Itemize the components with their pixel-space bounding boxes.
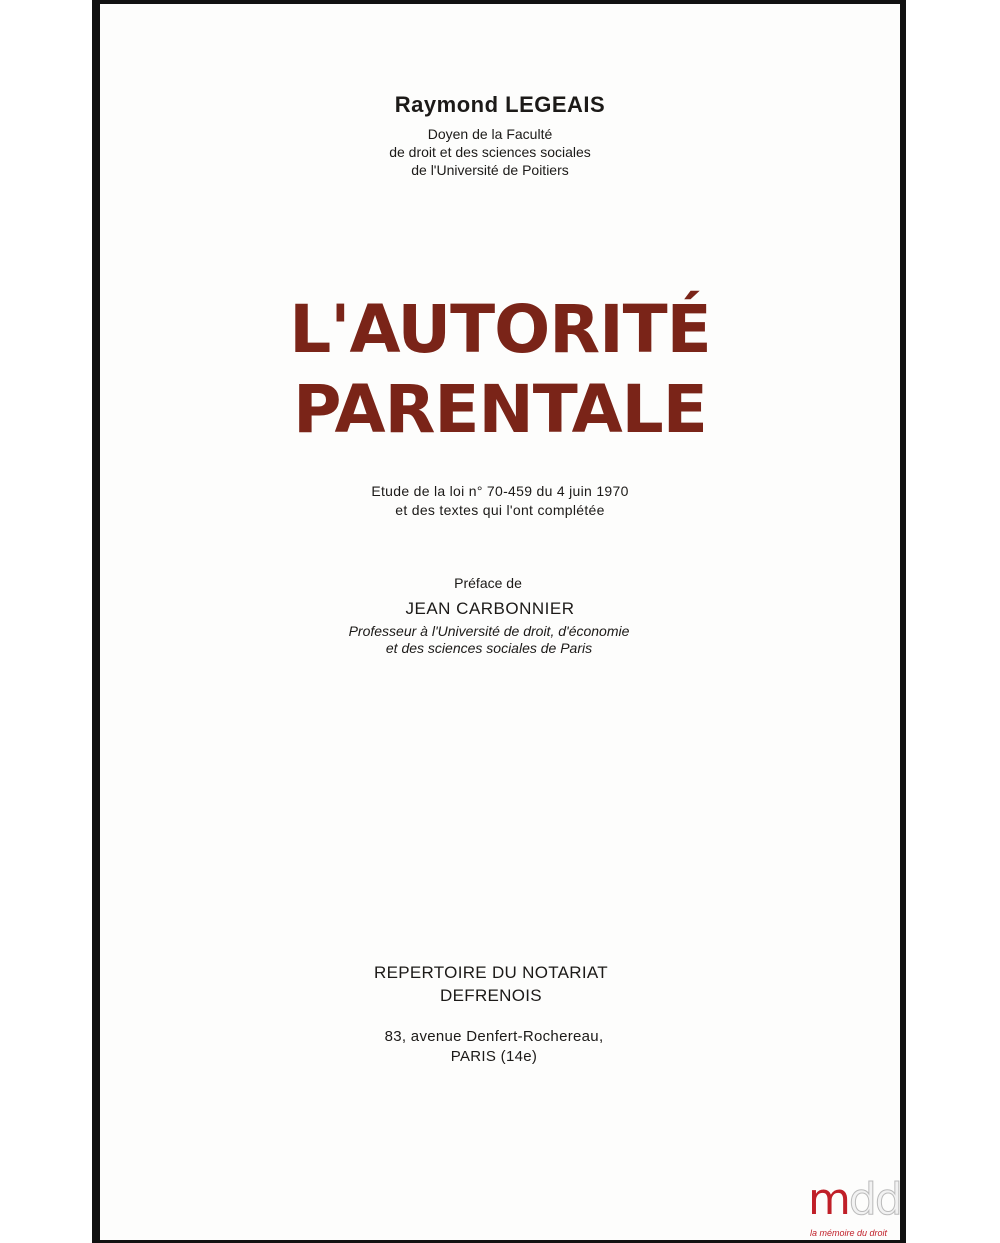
preface-affiliation-line: Professeur à l'Université de droit, d'économie [348, 623, 630, 639]
author-affiliation [0, 125, 980, 179]
publisher-line: REPERTOIRE DU NOTARIAT [374, 963, 608, 982]
mdd-logo-tagline: la mémoire du droit [810, 1228, 888, 1238]
subtitle-line: Etude de la loi n° 70-459 du 4 juin 1970 [371, 483, 629, 499]
book-title-line: PARENTALE [293, 371, 707, 448]
publisher-address [0, 1027, 988, 1067]
preface-label: Préface de [454, 575, 522, 591]
author-affiliation-line: Doyen de la Faculté [427, 126, 553, 142]
preface-author-affiliation [0, 623, 978, 657]
publisher-line: DEFRENOIS [440, 986, 542, 1005]
author-affiliation-line: de l'Université de Poitiers [411, 162, 569, 178]
book-subtitle [0, 482, 1000, 520]
book-title-line: L'AUTORITÉ [289, 291, 711, 368]
address-line: PARIS (14e) [450, 1048, 538, 1065]
mdd-watermark-logo [808, 1176, 908, 1236]
author-affiliation-line: de droit et des sciences sociales [389, 144, 591, 160]
publisher-name [0, 961, 982, 1007]
subtitle-line: et des textes qui l'ont complétée [395, 502, 605, 518]
address-line: 83, avenue Denfert-Rochereau, [384, 1028, 604, 1045]
mdd-logo-mark: mdd [808, 1174, 901, 1225]
preface-affiliation-line: et des sciences sociales de Paris [385, 640, 593, 656]
book-title [0, 290, 1000, 450]
preface-author-name: JEAN CARBONNIER [405, 599, 575, 618]
author-name: Raymond LEGEAIS [394, 92, 606, 117]
